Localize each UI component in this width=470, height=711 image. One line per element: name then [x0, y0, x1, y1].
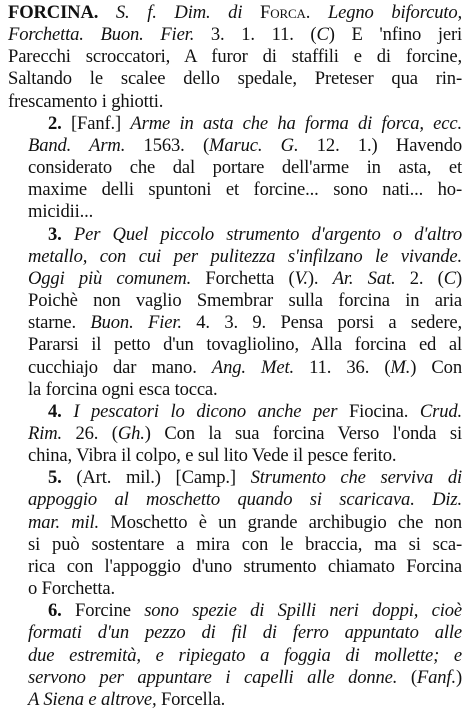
text-line — [8, 268, 462, 290]
text-run: 4. 3. 9. Pensa porsi a sedere, — [181, 312, 462, 334]
text-run: servono per appuntare i capelli alle donne. — [28, 666, 398, 688]
text-run: 11. 36. ( — [293, 356, 391, 378]
text-run: rica con l'appoggio d'uno strumento chiamato Forcina — [28, 555, 462, 577]
text-run: la forcina ogni esca tocca. — [28, 378, 218, 400]
text-run: C — [443, 267, 456, 289]
text-line — [8, 179, 462, 201]
text-run: Strumento che serviva di — [250, 467, 462, 489]
text-run: appoggio al moschetto quando si scaricava. Diz. — [28, 489, 462, 511]
text-line — [8, 246, 462, 268]
text-run: metallo, con cui per pulitezza s'infilzano le vivande. — [28, 245, 462, 267]
text-run: Fanf. — [416, 666, 456, 688]
text-run: 5. — [48, 467, 77, 489]
text-line — [8, 334, 462, 356]
text-line — [8, 224, 462, 246]
text-run: ) — [455, 666, 462, 688]
text-run: Ar. Sat. — [332, 267, 396, 289]
text-line — [8, 201, 462, 223]
text-run: micidii... — [28, 201, 94, 223]
text-run: frescamento i ghiotti. — [8, 90, 164, 112]
text-run: sono spezie di Spilli neri doppi, cioè — [144, 600, 462, 622]
text-line — [8, 489, 462, 511]
text-run: starne. — [28, 312, 91, 334]
text-run: Crud. — [419, 400, 462, 422]
text-run: ) Con — [410, 356, 462, 378]
text-run: 6. — [48, 600, 76, 622]
text-run: Gh. — [117, 422, 145, 444]
text-line — [8, 312, 462, 334]
text-line — [8, 24, 462, 46]
text-run: Forcella. — [156, 688, 226, 710]
text-run: I pescatori lo dicono anche per — [73, 400, 338, 422]
text-run: Forchetta ( — [191, 267, 295, 289]
text-run: ) E 'nfino jeri — [328, 24, 463, 46]
text-run: china, Vibra il colpo, e sul lito Vede il pesce ferito. — [28, 445, 397, 467]
text-line — [8, 423, 462, 445]
text-line — [8, 157, 462, 179]
text-run: considerato che dal portare dell'arme in asta, et — [28, 157, 462, 179]
text-run: Legno biforcuto, — [310, 2, 462, 23]
text-line — [8, 379, 462, 401]
text-run: Arme in asta che ha forma di forca, ecc. — [130, 112, 462, 134]
text-line — [8, 689, 462, 711]
text-run: 26. ( — [62, 422, 118, 444]
text-line — [8, 467, 462, 489]
entry-headword-definition — [8, 2, 462, 113]
text-run: ) — [455, 267, 463, 289]
text-line — [8, 578, 462, 600]
text-line — [8, 113, 462, 135]
text-run — [98, 2, 116, 23]
text-run: Band. Arm. — [28, 134, 126, 156]
text-run: 4. — [48, 400, 74, 422]
text-run: V. — [294, 267, 308, 289]
text-line — [8, 2, 462, 24]
text-run: Ang. Met. — [211, 356, 294, 378]
text-run: Maruc. G. — [209, 134, 299, 156]
text-line — [8, 600, 462, 622]
text-line — [8, 622, 462, 644]
text-line — [8, 445, 462, 467]
text-run: formati d'un pezzo di fil di ferro appuntato alle — [28, 622, 462, 644]
text-run: Forca. — [260, 2, 311, 23]
text-run: Oggi più comunem. — [28, 267, 192, 289]
text-run: 2. ( — [395, 267, 444, 289]
text-line — [8, 91, 462, 113]
text-run: M. — [390, 356, 411, 378]
text-run: ) Con la sua forcina Verso l'onda si — [144, 422, 462, 444]
text-line — [8, 534, 462, 556]
text-run: 3. — [48, 223, 74, 245]
text-run: Fiocina. — [337, 400, 420, 422]
text-run: ( — [397, 666, 417, 688]
text-run: Poichè non vaglio Smembrar sulla forcina in aria — [28, 290, 462, 312]
entry-sense-6 — [8, 600, 462, 711]
text-run: 1563. ( — [125, 134, 210, 156]
text-run: o Forchetta. — [28, 578, 116, 600]
text-line — [8, 357, 462, 379]
text-run: 2. — [48, 112, 71, 134]
text-line — [8, 68, 462, 90]
text-run: (Art. mil.) [Camp.] — [76, 467, 251, 489]
text-line — [8, 556, 462, 578]
text-run: S. f. Dim. di — [115, 2, 261, 23]
text-run: Moschetto è un grande archibugio che non — [99, 511, 462, 533]
text-run: due estremità, e ripiegato a foggia di mollette; e — [28, 644, 462, 666]
text-run: 12. 1.) Havendo — [298, 134, 462, 156]
text-run: Forchetta. Buon. Fier. — [8, 24, 195, 46]
text-line — [8, 401, 462, 423]
text-run: Forcine — [75, 600, 145, 622]
text-run: Saltando le scalee dello spedale, Preteser qua rin- — [8, 68, 462, 90]
text-line — [8, 290, 462, 312]
text-run: C — [316, 24, 329, 46]
text-run: ). — [307, 267, 333, 289]
text-run: FORCINA. — [8, 2, 99, 23]
text-run: maxime delli spuntoni et forcine... sono nati... ho- — [28, 179, 462, 201]
entry-sense-5 — [8, 467, 462, 600]
text-run: [Fanf.] — [71, 112, 131, 134]
text-run: si può sostentare a mira con le braccia, ma si sca- — [28, 533, 462, 555]
text-run: Parecchi scroccatori, A furor di staffili e di forcine, — [8, 46, 462, 68]
text-run: cucchiajo dar mano. — [28, 356, 212, 378]
text-line — [8, 135, 462, 157]
text-run: Rim. — [28, 422, 63, 444]
text-run: mar. mil. — [28, 511, 100, 533]
entry-sense-4 — [8, 401, 462, 467]
text-run: Buon. Fier. — [90, 312, 182, 334]
text-run: A Siena e altrove, — [28, 688, 157, 710]
text-run: 3. 1. 11. ( — [194, 24, 317, 46]
text-line — [8, 645, 462, 667]
text-run: Pararsi il petto d'un tovagliolino, Alla forcina ed al — [28, 334, 462, 356]
entry-list — [8, 2, 462, 711]
entry-sense-2 — [8, 113, 462, 224]
text-line — [8, 46, 462, 68]
text-run: Per Quel piccolo strumento d'argento o d'altro — [73, 223, 462, 245]
text-line — [8, 512, 462, 534]
entry-sense-3 — [8, 224, 462, 401]
